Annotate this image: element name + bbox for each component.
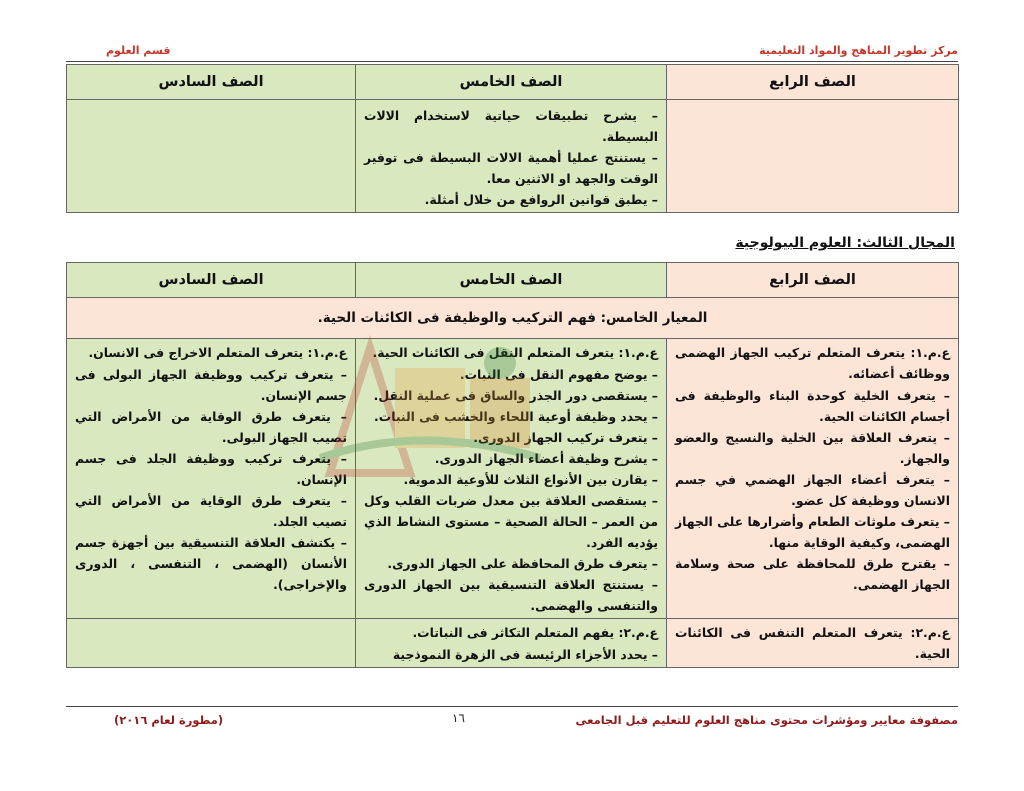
- row1-grade6-list: [67, 339, 355, 597]
- list-item: – يتعرف ملوثات الطعام وأضرارها على الجهاز الهضمى، وكيفية الوقاية منها.: [675, 511, 950, 553]
- header-dept: قسم العلوم: [106, 44, 171, 57]
- list-item: – يحدد وظيفة أوعية اللحاء والخشب فى النبات.: [364, 406, 658, 427]
- list-item: – يتعرف طرق الوقاية من الأمراض التي تصيب الجهاز البولى.: [75, 406, 347, 448]
- indicator-heading: ع.م.٢: يفهم المتعلم التكاثر فى النباتات.: [412, 625, 658, 640]
- list-item: – يتعرف الخلية كوحدة البناء والوظيفة فى أجسام الكائنات الحية.: [675, 385, 950, 427]
- row2-grade6-cell: [67, 619, 356, 668]
- header-org: مركز تطوير المناهج والمواد التعليمية: [759, 44, 958, 57]
- list-item: – يشرح وظيفة أعضاء الجهاز الدورى.: [364, 448, 658, 469]
- top-grade6-cell: [67, 100, 356, 213]
- row1-grade4-list: [667, 339, 958, 597]
- footer-title: مصفوفة معايير ومؤشرات محتوى مناهج العلوم للتعليم قبل الجامعى: [575, 713, 958, 727]
- list-item: – يتعرف تركيب ووظيفة الجلد فى جسم الإنسان.: [75, 448, 347, 490]
- top-grade4-cell: [667, 100, 959, 213]
- top-grade5-list: [356, 100, 666, 212]
- footer-rule: [66, 706, 958, 707]
- page-number: ١٦: [452, 711, 465, 725]
- header-rule: [66, 61, 958, 62]
- list-item: – يكتشف العلاقة التنسيقية بين أجهزة جسم الأنسان (الهضمى ، التنفسى ، الدورى والإخراجى).: [75, 532, 347, 595]
- list-item: – يشرح تطبيقات حياتية لاستخدام الالات البسيطة.: [364, 105, 658, 147]
- standard-row: المعيار الخامس: فهم التركيب والوظيفة فى الكائنات الحية.: [67, 298, 959, 339]
- row1-grade5-cell: [356, 339, 667, 619]
- list-item: – يطبق قوانين الروافع من خلال أمثلة.: [364, 189, 658, 210]
- domain-title: المجال الثالث: العلوم البيولوجية: [735, 235, 955, 251]
- list-item: – يستنتج العلاقة التنسيقية بين الجهاز الدورى والتنفسى والهضمى.: [364, 574, 658, 616]
- list-item: – يستقصى العلاقة بين معدل ضربات القلب وكل من العمر – الحالة الصحية – مستوى النشاط الذي يؤديه الفرد.: [364, 490, 658, 553]
- main-table: [66, 262, 959, 668]
- main-header-grade5: الصف الخامس: [356, 263, 667, 298]
- list-item: – يتعرف تركيب الجهاز الدورى.: [364, 427, 658, 448]
- top-grade5-cell: [356, 100, 667, 213]
- row2-grade5-list: [356, 619, 666, 667]
- footer-note: (مطورة لعام ٢٠١٦): [114, 713, 224, 727]
- indicator-heading: ع.م.١: يتعرف المتعلم النقل فى الكائنات الحية.: [372, 345, 658, 360]
- top-header-grade5: الصف الخامس: [356, 65, 667, 100]
- list-item: – يحدد الأجزاء الرئيسة فى الزهرة النموذجية: [364, 644, 658, 665]
- list-item: – يتعرف العلاقة بين الخلية والنسيج والعضو والجهاز.: [675, 427, 950, 469]
- row1-grade6-cell: [67, 339, 356, 619]
- list-item: – يقترح طرق للمحافظة على صحة وسلامة الجهاز الهضمى.: [675, 553, 950, 595]
- list-item: – يقارن بين الأنواع الثلاث للأوعية الدموية.: [364, 469, 658, 490]
- main-header-grade6: الصف السادس: [67, 263, 356, 298]
- indicator-heading: ع.م.١: يتعرف المتعلم الاخراج فى الانسان.: [88, 345, 347, 360]
- top-header-grade4: الصف الرابع: [667, 65, 959, 100]
- row2-grade5-cell: [356, 619, 667, 668]
- row2-grade4-list: [667, 619, 958, 667]
- indicator-heading: ع.م.١: يتعرف المتعلم تركيب الجهاز الهضمى ووظائف أعضائه.: [675, 345, 950, 381]
- list-item: – يستقصى دور الجذر والساق فى عملية النقل.: [364, 385, 658, 406]
- list-item: – يتعرف تركيب ووظيفة الجهاز البولى فى جسم الإنسان.: [75, 364, 347, 406]
- indicator-heading: ع.م.٢: يتعرف المتعلم التنفس فى الكائنات الحية.: [675, 625, 950, 661]
- main-header-grade4: الصف الرابع: [667, 263, 959, 298]
- row1-grade4-cell: [667, 339, 959, 619]
- row2-grade4-cell: [667, 619, 959, 668]
- list-item: – يتعرف طرق المحافظة على الجهاز الدورى.: [364, 553, 658, 574]
- list-item: – يستنتج عمليا أهمية الالات البسيطة فى توفير الوقت والجهد او الاثنين معا.: [364, 147, 658, 189]
- list-item: – يتعرف أعضاء الجهاز الهضمي في جسم الانسان ووظيفة كل عضو.: [675, 469, 950, 511]
- top-table: [66, 64, 959, 213]
- list-item: – يتعرف طرق الوقاية من الأمراض التي تصيب الجلد.: [75, 490, 347, 532]
- top-header-grade6: الصف السادس: [67, 65, 356, 100]
- list-item: – يوضح مفهوم النقل فى النبات.: [364, 364, 658, 385]
- row1-grade5-list: [356, 339, 666, 618]
